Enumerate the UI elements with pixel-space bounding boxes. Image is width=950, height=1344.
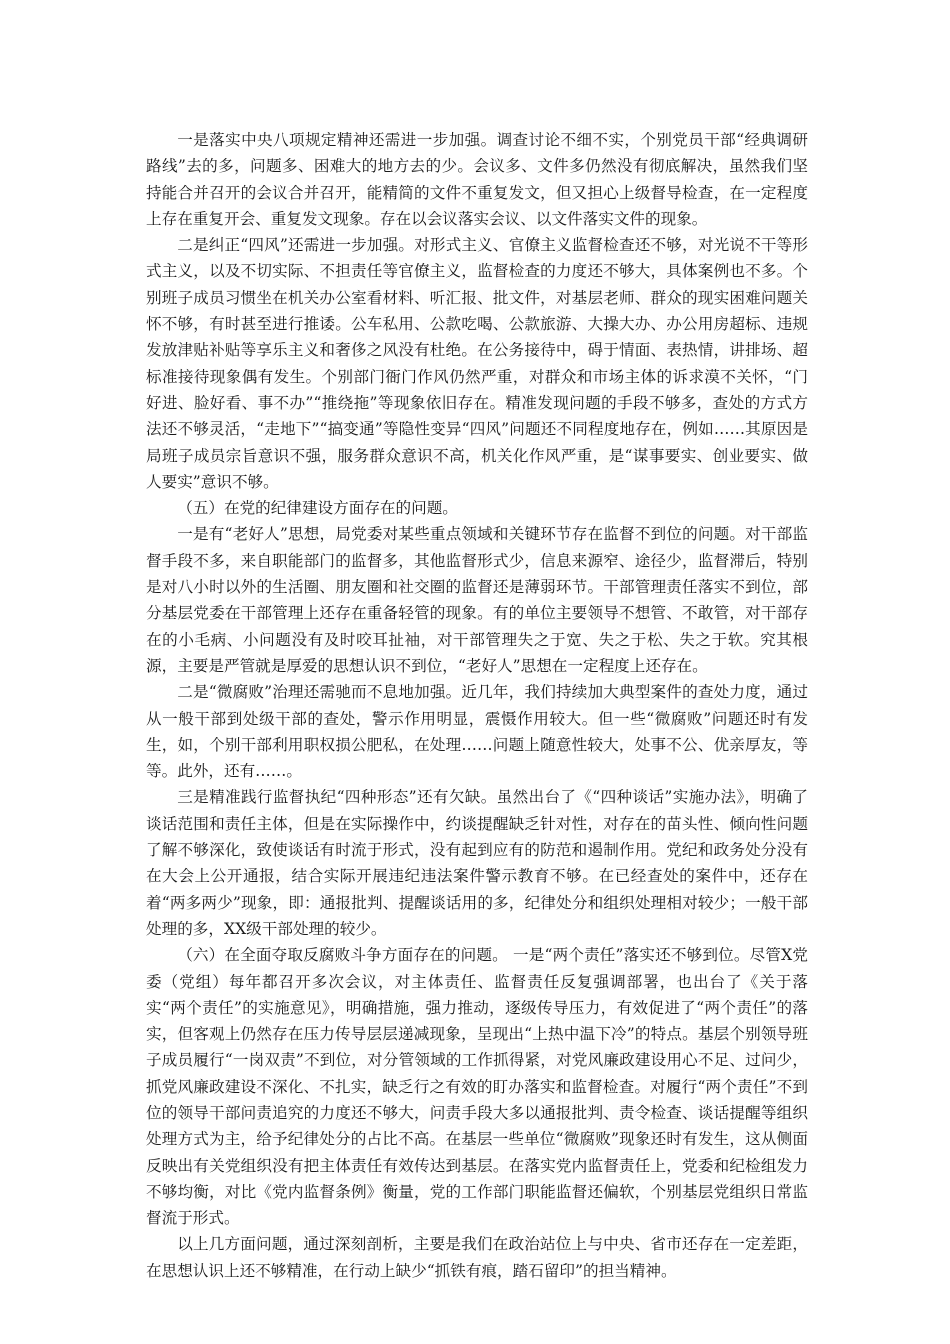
paragraph-conclusion: 以上几方面问题，通过深刻剖析，主要是我们在政治站位上与中央、省市还存在一定差距，在思想认识上还不够精准，在行动上缺少“抓铁有痕，踏石留印”的担当精神。	[146, 1235, 808, 1280]
section-heading-five: （五）在党的纪律建设方面存在的问题。	[177, 499, 458, 518]
paragraph-good-guy-mindset: 一是有“老好人”思想，局党委对某些重点领域和关键环节存在监督不到位的问题。对干部监督手段不多，来自职能部门的监督多，其他监督形式少，信息来源窄、途径少，监督滞后，特别是对八小时以外的生活圈、朋友圈和社交圈的监督还是薄弱环节。干部管理责任落实不到位，部分基层党委在干部管理上还存在重备轻管的现象。有的单位主要领导不想管、不敢管，对干部存在的小毛病、小问题没有及时咬耳扯袖，对干部管理失之于宽、失之于松、失之于软。究其根源，主要是严管就是厚爱的思想认识不到位，“老好人”思想在一定程度上还存在。	[146, 525, 808, 675]
paragraph-eight-rules: 一是落实中央八项规定精神还需进一步加强。调查讨论不细不实，个别党员干部“经典调研路线”去的多，问题多、困难大的地方去的少。会议多、文件多仍然没有彻底解决，虽然我们坚持能合并召开的会议合并召开，能精简的文件不重复发文，但又担心上级督导检查，在一定程度上存在重复开会、重复发文现象。存在以会议落实会议、以文件落实文件的现象。	[146, 131, 808, 228]
paragraph-section-six: （六）在全面夺取反腐败斗争方面存在的问题。 一是“两个责任”落实还不够到位。尽管X党委（党组）每年都召开多次会议，对主体责任、监督责任反复强调部署，也出台了《关于落实“两个责任”的实施意见》，明确措施，强力推动，逐级传导压力，有效促进了“两个责任”的落实，但客观上仍然存在压力传导层层递减现象，呈现出“上热中温下冷”的特点。基层个别领导班子成员履行“一岗双责”不到位，对分管领域的工作抓得紧，对党风廉政建设用心不足、过问少，抓党风廉政建设不深化、不扎实，缺乏行之有效的盯办落实和监督检查。对履行“两个责任”不到位的领导干部问责追究的力度还不够大，问责手段大多以通报批判、责令检查、谈话提醒等组织处理方式为主，给予纪律处分的占比不高。在基层一些单位“微腐败”现象还时有发生，这从侧面反映出有关党组织没有把主体责任有效传达到基层。在落实党内监督责任上，党委和纪检组发力不够均衡，对比《党内监督条例》衡量，党的工作部门职能监督还偏软，个别基层党组织日常监督流于形式。	[146, 946, 808, 1228]
paragraph-four-styles: 二是纠正“四风”还需进一步加强。对形式主义、官僚主义监督检查还不够，对光说不干等形式主义，以及不切实际、不担责任等官僚主义，监督检查的力度还不够大，具体案例也不多。个别班子成员习惯坐在机关办公室看材料、听汇报、批文件，对基层老师、群众的现实困难问题关怀不够，有时甚至进行推诿。公车私用、公款吃喝、公款旅游、大操大办、办公用房超标、违规发放津贴补贴等享乐主义和奢侈之风没有杜绝。在公务接待中，碍于情面、表热情，讲排场、超标准接待现象偶有发生。个别部门衙门作风仍然严重，对群众和市场主体的诉求漠不关怀，“门好进、脸好看、事不办”“推绕拖”等现象依旧存在。精准发现问题的手段不够多，查处的方式方法还不够灵活，“走地下”“搞变通”等隐性变异“四风”问题还不同程度地存在，例如……其原因是局班子成员宗旨意识不强，服务群众意识不高，机关化作风严重，是“谋事要实、创业要实、做人要实”意识不够。	[146, 236, 808, 491]
paragraph-four-forms: 三是精准践行监督执纪“四种形态”还有欠缺。虽然出台了《“四种谈话”实施办法》，明确了谈话范围和责任主体，但是在实际操作中，约谈提醒缺乏针对性，对存在的苗头性、倾向性问题了解不够深化，致使谈话有时流于形式，没有起到应有的防范和遏制作用。党纪和政务处分没有在大会上公开通报，结合实际开展违纪违法案件警示教育不够。在已经查处的案件中，还存在着“两多两少”现象，即：通报批判、提醒谈话用的多，纪律处分和组织处理相对较少；一般干部处理的多，XX级干部处理的较少。	[146, 788, 808, 938]
paragraph-micro-corruption: 二是“微腐败”治理还需驰而不息地加强。近几年，我们持续加大典型案件的查处力度，通过从一般干部到处级干部的查处，警示作用明显，震慑作用较大。但一些“微腐败”问题还时有发生，如，个别干部利用职权损公肥私，在处理……问题上随意性较大，处事不公、优亲厚友，等等。此外，还有……。	[146, 683, 808, 781]
document-body	[146, 127, 808, 1284]
